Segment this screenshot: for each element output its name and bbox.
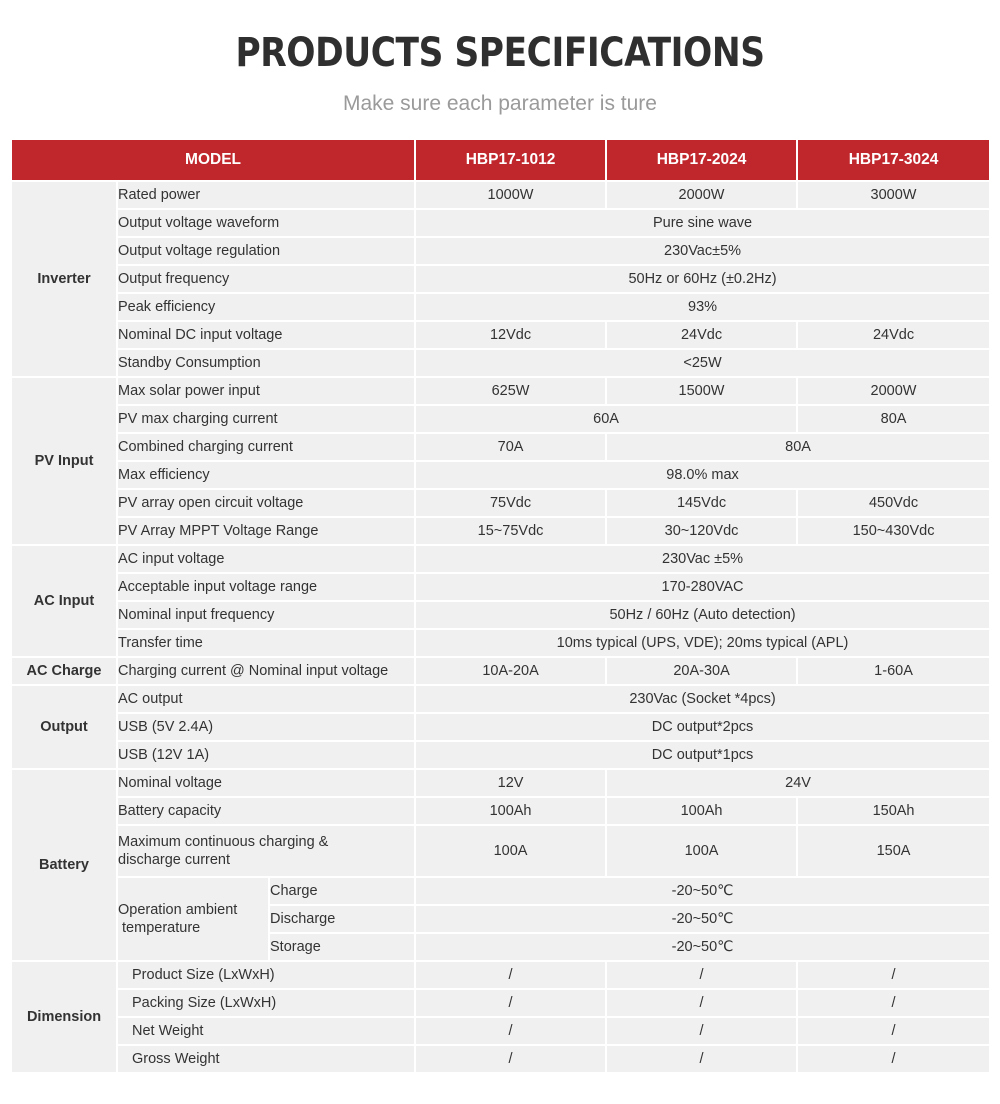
table-header-row [12,140,989,182]
table-row [12,962,989,990]
value-cell: 30~120Vdc [607,518,798,546]
param-label: PV Array MPPT Voltage Range [118,518,416,546]
value-cell: / [798,1018,989,1046]
value-cell: 100Ah [416,798,607,826]
table-row [12,1018,989,1046]
table-row [12,406,989,434]
category-battery: Battery [12,770,118,962]
value-cell: 24Vdc [607,322,798,350]
table-row [12,350,989,378]
value-cell: / [607,1046,798,1074]
value-cell: 80A [607,434,989,462]
value-cell: <25W [416,350,989,378]
value-cell: / [798,962,989,990]
table-row [12,462,989,490]
page-title: PRODUCTS SPECIFICATIONS [235,30,765,76]
param-label-temperature [118,878,270,962]
table-row [12,210,989,238]
value-cell: DC output*1pcs [416,742,989,770]
value-cell: 50Hz or 60Hz (±0.2Hz) [416,266,989,294]
value-cell: 20A-30A [607,658,798,686]
param-label: Combined charging current [118,434,416,462]
table-row [12,686,989,714]
value-cell: 50Hz / 60Hz (Auto detection) [416,602,989,630]
category-dimension: Dimension [12,962,118,1074]
table-row [12,798,989,826]
value-cell: / [607,990,798,1018]
param-label: Packing Size (LxWxH) [118,990,416,1018]
param-label: Nominal voltage [118,770,416,798]
param-label: USB (12V 1A) [118,742,416,770]
value-cell: 60A [416,406,798,434]
param-label: Max solar power input [118,378,416,406]
value-cell: 3000W [798,182,989,210]
value-cell: 12Vdc [416,322,607,350]
value-cell: 100Ah [607,798,798,826]
sub-param-label: Storage [270,934,416,962]
value-cell: -20~50℃ [416,906,989,934]
table-row [12,878,989,906]
value-cell: 450Vdc [798,490,989,518]
table-row [12,294,989,322]
value-cell: 1000W [416,182,607,210]
value-cell: 2000W [798,378,989,406]
param-label: Product Size (LxWxH) [118,962,416,990]
value-cell: 93% [416,294,989,322]
param-label-line: Maximum continuous charging & [118,834,329,850]
value-cell: 170-280VAC [416,574,989,602]
value-cell: -20~50℃ [416,878,989,906]
value-cell: 230Vac±5% [416,238,989,266]
value-cell: / [416,1046,607,1074]
table-row [12,182,989,210]
param-label-line: discharge current [118,852,231,868]
param-label: Battery capacity [118,798,416,826]
category-output: Output [12,686,118,770]
param-label: Peak efficiency [118,294,416,322]
table-row [12,434,989,462]
table-row [12,546,989,574]
param-label: Nominal input frequency [118,602,416,630]
table-row [12,602,989,630]
param-label: Net Weight [118,1018,416,1046]
param-label-line: Operation ambient [118,902,238,918]
value-cell: / [607,1018,798,1046]
param-label: Transfer time [118,630,416,658]
table-row [12,238,989,266]
value-cell: 70A [416,434,607,462]
value-cell: / [416,1018,607,1046]
value-cell: 1500W [607,378,798,406]
param-label [118,826,416,878]
param-label: AC input voltage [118,546,416,574]
category-ac-charge: AC Charge [12,658,118,686]
param-label: Gross Weight [118,1046,416,1074]
param-label: Max efficiency [118,462,416,490]
table-row [12,990,989,1018]
param-label-line: temperature [122,920,201,936]
param-label: Charging current @ Nominal input voltage [118,658,416,686]
value-cell: 75Vdc [416,490,607,518]
param-label: Acceptable input voltage range [118,574,416,602]
table-row [12,574,989,602]
value-cell: 150~430Vdc [798,518,989,546]
category-ac-input: AC Input [12,546,118,658]
value-cell: 2000W [607,182,798,210]
header-model-1: HBP17-1012 [416,140,607,182]
value-cell: 100A [607,826,798,878]
category-pv-input: PV Input [12,378,118,546]
spec-table [12,140,989,1074]
value-cell: DC output*2pcs [416,714,989,742]
value-cell: 15~75Vdc [416,518,607,546]
value-cell: 10A-20A [416,658,607,686]
value-cell: 150Ah [798,798,989,826]
table-row [12,490,989,518]
value-cell: -20~50℃ [416,934,989,962]
value-cell: 10ms typical (UPS, VDE); 20ms typical (APL) [416,630,989,658]
param-label: Output frequency [118,266,416,294]
value-cell: 12V [416,770,607,798]
table-row [12,714,989,742]
table-row [12,826,989,878]
table-row [12,770,989,798]
param-label: Standby Consumption [118,350,416,378]
value-cell: 98.0% max [416,462,989,490]
value-cell: 625W [416,378,607,406]
table-row [12,630,989,658]
param-label: AC output [118,686,416,714]
value-cell: 145Vdc [607,490,798,518]
value-cell: 24Vdc [798,322,989,350]
value-cell: 24V [607,770,989,798]
value-cell: 150A [798,826,989,878]
value-cell: 230Vac ±5% [416,546,989,574]
param-label: Rated power [118,182,416,210]
value-cell: / [416,990,607,1018]
table-row [12,742,989,770]
category-inverter: Inverter [12,182,118,378]
table-row [12,1046,989,1074]
value-cell: 230Vac (Socket *4pcs) [416,686,989,714]
sub-param-label: Discharge [270,906,416,934]
param-label: Nominal DC input voltage [118,322,416,350]
value-cell: / [798,1046,989,1074]
table-row [12,658,989,686]
param-label: PV array open circuit voltage [118,490,416,518]
param-label: Output voltage waveform [118,210,416,238]
param-label: USB (5V 2.4A) [118,714,416,742]
table-row [12,518,989,546]
param-label: Output voltage regulation [118,238,416,266]
sub-param-label: Charge [270,878,416,906]
header-model: MODEL [12,140,416,182]
value-cell: 100A [416,826,607,878]
header-model-2: HBP17-2024 [607,140,798,182]
value-cell: 80A [798,406,989,434]
value-cell: / [607,962,798,990]
table-row [12,266,989,294]
table-row [12,322,989,350]
value-cell: / [416,962,607,990]
header-model-3: HBP17-3024 [798,140,989,182]
value-cell: 1-60A [798,658,989,686]
table-row [12,378,989,406]
param-label: PV max charging current [118,406,416,434]
value-cell: Pure sine wave [416,210,989,238]
page-subtitle: Make sure each parameter is ture [343,92,657,115]
value-cell: / [798,990,989,1018]
